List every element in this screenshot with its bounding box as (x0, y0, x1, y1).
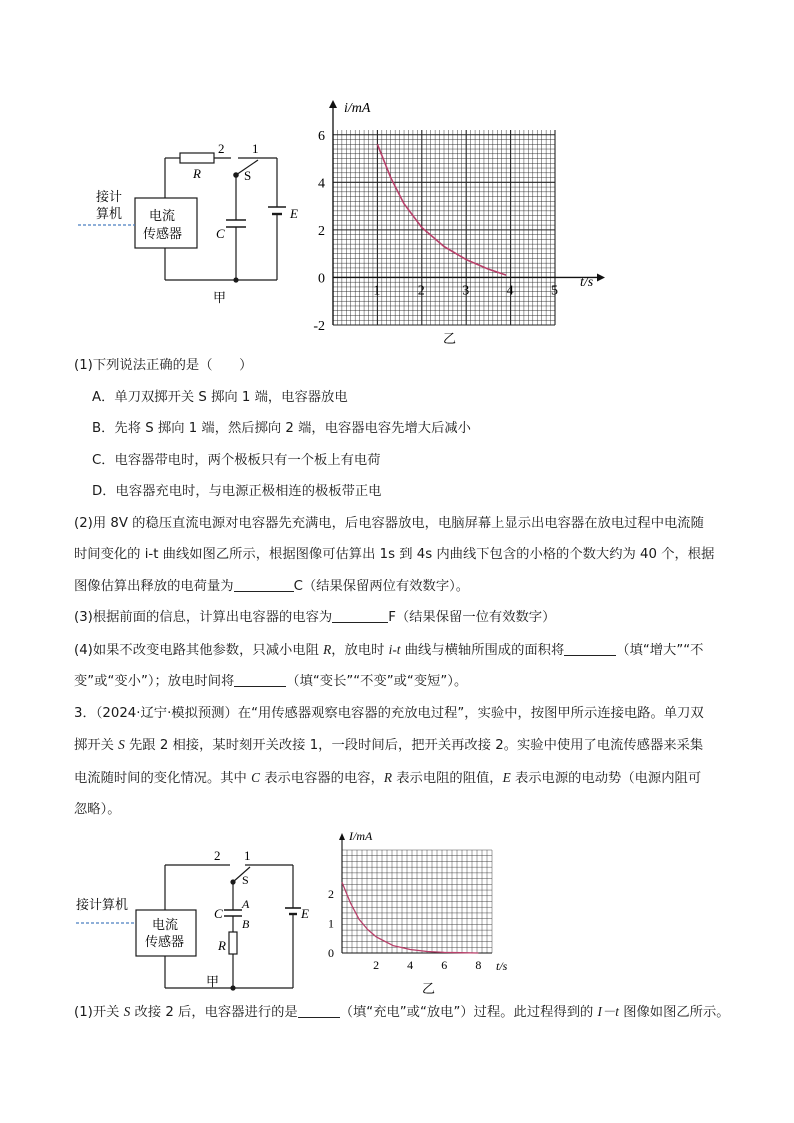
p3q1-text-a: (1)开关 (74, 1005, 124, 1020)
resistor-r (180, 153, 214, 163)
problem3-var-e: E (502, 769, 511, 785)
problem3-line-3-a: 电流随时间的变化情况。其中 (74, 770, 252, 786)
problem3-line-3-b: 表示电容器的电容， (259, 770, 384, 786)
x-tick-label: 2 (417, 283, 425, 299)
problem3-line-4: 忽略）。 (74, 802, 121, 817)
problem3-line-2 (74, 729, 734, 762)
p3q1-text-b: 改接 2 后，电容器进行的是 (130, 1005, 298, 1020)
q4-line-1 (74, 634, 734, 667)
plate-a-label: A (242, 897, 250, 911)
q4-text-a: (4)如果不改变电路其他参数，只减小电阻 (74, 642, 324, 658)
p3q1-var-it: I－t (597, 1004, 619, 1019)
figure-2-caption-jia: 甲 (206, 975, 220, 990)
terminal-2-label-2: 2 (214, 848, 221, 863)
problem3-line-1: 3．（2024·辽宁·模拟预测）在“用传感器观察电容器的充放电过程”，实验中，按图甲所示连接电路。单刀双 (74, 705, 704, 721)
problem3-line-2-b: 先跟 2 相接，某时刻开关改接 1，一段时间后，把开关再改接 2。实验中使用了电流传感器来采集 (124, 738, 704, 753)
figure-2 (0, 820, 794, 1000)
q1-stem: (1)下列说法正确的是（ ） (74, 358, 253, 373)
y-axis-label: I/mA (349, 829, 373, 843)
resistor-r-2 (229, 932, 237, 954)
p3q1-text-d: 图像如图乙所示。 (618, 1005, 730, 1020)
y-tick-label: 0 (328, 946, 334, 960)
x-tick-label: 4 (407, 958, 414, 972)
figure-1-caption-yi: 乙 (443, 332, 457, 347)
battery-label: E (290, 206, 298, 221)
y-tick-label: 1 (328, 916, 334, 931)
q4-text-d: （填“增大”“不 (616, 642, 704, 658)
terminal-2-label: 2 (218, 141, 225, 156)
q4-answer-blank-1[interactable] (564, 641, 616, 655)
switch-label-2: S (242, 873, 249, 887)
battery-label-2: E (301, 906, 309, 921)
x-axis-label: t/s (496, 959, 508, 973)
problem3-line-3 (74, 762, 734, 795)
problem3-var-s: S (118, 737, 125, 752)
x-axis-arrow (597, 273, 605, 281)
q2-line-2: 时间变化的 i-t 曲线如图乙所示，根据图像可估算出 1s 到 4s 内曲线下包含的小格的个数大约为 40 个，根据 (74, 547, 715, 562)
switch-label: S (244, 168, 252, 183)
figure-1-caption-jia: 甲 (213, 291, 227, 306)
q2-answer-blank[interactable] (234, 577, 294, 591)
q4-text-b: ，放电时 (331, 642, 389, 658)
q4-answer-blank-2[interactable] (234, 673, 286, 687)
problem3-var-c: C (251, 769, 260, 785)
q3-answer-blank[interactable] (332, 609, 388, 623)
sensor-label-2: 传感器 (143, 227, 183, 242)
y-tick-label: 6 (318, 128, 325, 144)
resistor-label: R (193, 166, 201, 181)
figure-1 (0, 0, 794, 360)
q1-option-c: C．电容器带电时，两个极板只有一个板上有电荷 (92, 452, 381, 468)
q3-line (74, 602, 734, 634)
computer-label-1: 接计 (96, 190, 123, 205)
figure-2-caption-yi: 乙 (422, 982, 436, 997)
y-axis-arrow (339, 833, 345, 840)
q1-option-b: B．先将 S 掷向 1 端，然后掷向 2 端，电容器电容先增大后减小 (92, 421, 471, 436)
p3q1-var-s: S (123, 1004, 131, 1019)
x-tick-label: 3 (462, 283, 470, 299)
q4-line-2 (74, 666, 734, 698)
p3q1-answer-blank[interactable] (298, 1004, 340, 1018)
q2-line-3 (74, 571, 734, 603)
terminal-1-label: 1 (252, 141, 259, 156)
capacitor-label-2: C (214, 906, 223, 921)
q4-line-2-suffix: （填“变长”“不变”或“变短”）。 (286, 674, 468, 689)
y-tick-label: 0 (318, 271, 325, 287)
x-tick-label: 6 (441, 958, 448, 972)
y-tick-label: 4 (318, 176, 325, 192)
x-tick-label: 1 (373, 283, 381, 299)
problem3-line-2-a: 掷开关 (74, 738, 119, 753)
chart-1-discharge (313, 100, 605, 334)
q4-text-c: 曲线与横轴所围成的面积将 (400, 642, 565, 658)
q1-option-a: A．单刀双掷开关 S 掷向 1 端，电容器放电 (92, 389, 348, 405)
q4-line-2-text: 变”或“变小”）；放电时间将 (74, 674, 235, 689)
p3q1-line (74, 996, 734, 1029)
sensor-label-1: 电流 (149, 209, 176, 224)
y-tick-label: 2 (318, 223, 325, 239)
problem3-line-3-d: 表示电源的电动势（电源内阻可 (510, 770, 702, 786)
q4-var-it: i-t (388, 641, 401, 657)
y-tick-label: 2 (328, 887, 334, 902)
y-axis-label: i/mA (344, 101, 371, 116)
q2-line-1: (2)用 8V 的稳压直流电源对电容器先充满电，后电容器放电，电脑屏幕上显示出电容器在放电过程中电流随 (74, 515, 704, 531)
problem3-var-r: R (383, 769, 392, 785)
sensor-label-2-1: 电流 (152, 918, 179, 933)
problem3-line-3-c: 表示电阻的阻值， (392, 770, 503, 786)
p3q1-text-c: （填“充电”或“放电”）过程。此过程得到的 (339, 1005, 598, 1020)
x-tick-label: 4 (506, 283, 514, 299)
q4-var-r: R (323, 641, 332, 657)
q2-line-3-text: 图像估算出释放的电荷量为 (74, 578, 234, 594)
x-axis-label: t/s (580, 275, 594, 290)
series-line-current (342, 882, 478, 953)
capacitor-label: C (216, 226, 225, 241)
q1-option-d: D．电容器充电时，与电源正极相连的极板带正电 (92, 484, 382, 499)
chart-2-current (328, 829, 508, 973)
q3-suffix: F（结果保留一位有效数字） (388, 610, 556, 625)
sensor-label-2-2: 传感器 (145, 935, 185, 950)
terminal-1-label-2: 1 (244, 848, 251, 863)
question-block-2 (74, 996, 734, 1029)
y-tick-label: -2 (313, 319, 325, 334)
q3-text: (3)根据前面的信息，计算出电容器的电容为 (74, 610, 333, 625)
x-tick-label: 2 (373, 958, 380, 972)
resistor-label-2: R (218, 938, 226, 953)
question-block-1 (74, 350, 734, 826)
computer-label-2: 算机 (96, 207, 123, 222)
circuit-diagram-2 (76, 865, 301, 990)
x-tick-label: 8 (475, 958, 482, 972)
series-line-discharge (377, 144, 506, 275)
computer-label-2-line: 接计算机 (76, 898, 129, 913)
x-tick-label: 5 (551, 283, 558, 299)
y-axis-arrow (329, 100, 337, 108)
q2-line-3-suffix: C（结果保留两位有效数字）。 (293, 578, 470, 594)
plate-b-label: B (242, 917, 250, 931)
